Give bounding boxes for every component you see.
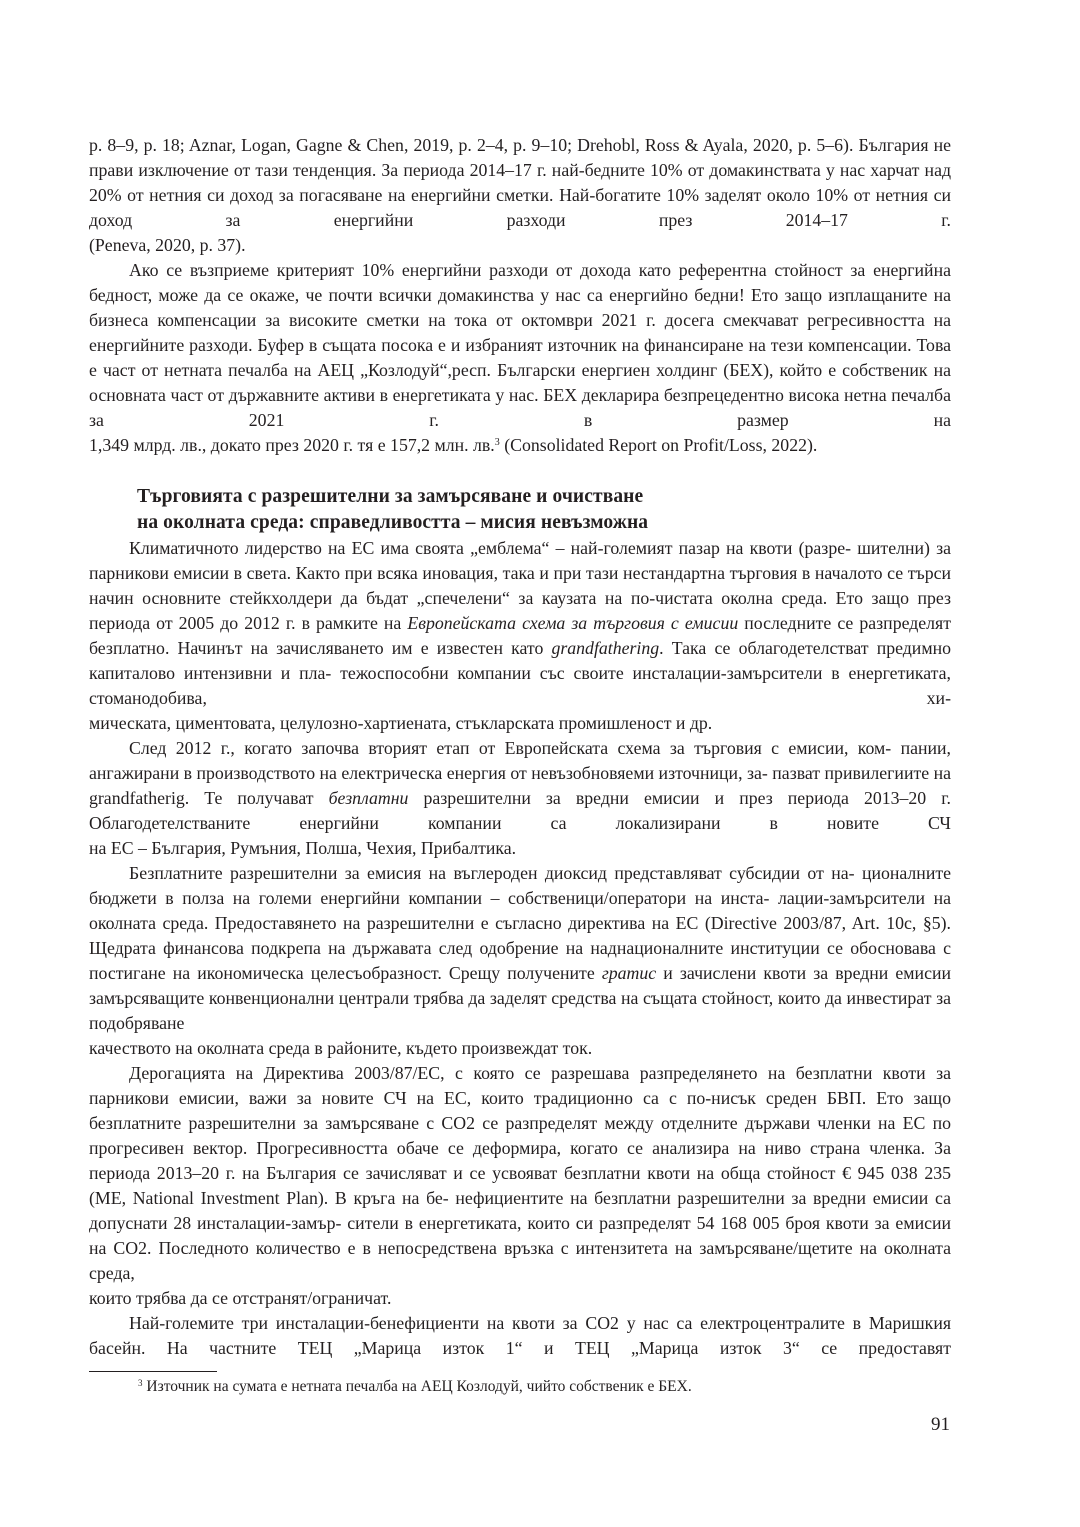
line: централи трябва да заделят средства на същата стойност, които да инвестират за подобряване (89, 988, 952, 1033)
line: които трябва да се отстранят/ограничат. (89, 1288, 392, 1308)
footnote-text: Източник на сумата е нетната печалба на АЕЦ Козлодуй, чийто собственик е БЕХ. (142, 1378, 692, 1395)
line: търговия в началото се търси начин основните стейкхолдери да бъдат „спечелени“ за каузата на (89, 563, 951, 608)
line: последните се разпределят безплатно. Начинът на зачисляването им (89, 613, 952, 658)
footnote-marker: 3 (138, 1378, 143, 1388)
line: сители в енергетиката, които си разпределят 54 168 005 броя квоти за емисии на СО2. Последното (89, 1213, 952, 1258)
line: Маришкия басейн. На частните ТЕЦ „Марица изток 1“ и ТЕЦ „Марица изток 3“ се предоставят (89, 1313, 952, 1358)
line: След 2012 г., когато започва вторият етап от Европейската схема за търговия с емисии, ком- (129, 738, 892, 758)
line: държави членки на ЕС по прогресивен вектор. Прогресивността обаче се деформира, когато се (89, 1113, 952, 1158)
paragraph-second-phase (89, 736, 951, 836)
line: на ЕС – България, Румъния, Полша, Чехия, Прибалтика. (89, 838, 517, 858)
line: ЕС (Directive 2003/87, Art. 10c, §5). Щедрата финансова подкрепа на държавата след одобрение (89, 913, 952, 958)
italic-term: гратис (601, 963, 657, 983)
line: (Consolidated Report on Profit/Loss, 2022). (499, 435, 818, 455)
line: лации-замърсители на околната среда. Предоставянето на разрешителни е съгласно директива на (89, 888, 951, 933)
line: анализира на ниво страна членка. За периода 2013–20 г. на България се зачисляват и се усвояват (89, 1138, 951, 1183)
line: на наднационалните институции се обосновава с постигане на икономическа целесъобразност. (89, 938, 951, 983)
line: на финансиране на тези компенсации. Това е част от нетната печалба на АЕЦ „Козлодуй“,респ. (89, 335, 951, 380)
line: мическата, циментовата, целулозно-хартиената, стъкларската промишленост и др. (89, 713, 713, 733)
italic-term: безплатни (328, 788, 409, 808)
paragraph-emissions-trading-end (89, 711, 951, 736)
line: пазват привилегиите на grandfatherig. Те получават (89, 763, 951, 808)
paragraph-emissions-trading (89, 536, 951, 711)
line: 1,349 млрд. лв., докато през 2020 г. тя е 157,2 млн. лв. (89, 435, 495, 455)
line: Климатичното лидерство на ЕС има своята „емблема“ – най-големият пазар на квоти (разре- (129, 538, 852, 558)
line: по-чистата околна среда. Ето защо през периода от 2005 до 2012 г. в рамките на (89, 588, 951, 633)
heading-line: Търговията с разрешителни за замърсяване и очистване (137, 486, 644, 507)
body-text-top (89, 133, 951, 458)
line: безплатни квоти на обща стойност € 945 038 235 (МЕ, National Investment Plan). В кръга на бе- (89, 1163, 952, 1208)
italic-term: Европейската (407, 613, 517, 633)
line: енергийна бедност, може да се окаже, че почти всички домакинства у нас са енергийно бедни! Ето (89, 260, 951, 305)
paragraph-continued-end (89, 233, 951, 258)
line: разрешителни за вредни емисии и (408, 788, 725, 808)
line: . Така се облагодетелстват предимно капиталово интензивни и пла- (89, 638, 951, 683)
line: p. 8–9, p. 18; Aznar, Logan, Gagne & Chen, 2019, p. 2–4, p. 9–10; Drehobl, Ross & Ayala, 2020, p. (89, 135, 812, 155)
line: Най-големите три инсталации-бенефициенти на квоти за СО2 у нас са електроцентралите в (129, 1313, 862, 1333)
line: БВП. Ето защо безплатните разрешителни за замърсяване с СО2 се разпределят между отделните (89, 1088, 951, 1133)
paragraph-free-permits-end (89, 1036, 951, 1061)
italic-term: схема за търговия с емисии (522, 613, 739, 633)
line: Срещу получените (448, 963, 602, 983)
line: нефициентите на безплатни разрешителни за вредни емисии са допуснати 28 инсталации-замър- (89, 1188, 951, 1233)
footnote-reference: 3 (494, 437, 500, 448)
paragraph-free-permits (89, 861, 951, 1036)
line: през периода 2013–20 г. Облагодетелстваните енергийни компании са локализирани в новите СЧ (89, 788, 951, 833)
line: Дерогацията на Директива 2003/87/ЕС, с която се разрешава разпределянето на безплатни (129, 1063, 873, 1083)
page-number: 91 (931, 1414, 950, 1435)
line: Български енергиен холдинг (БЕХ), който е собственик на основната част от държавните активи (89, 360, 952, 405)
line: смекчават регресивността на енергийните разходи. Буфер в същата посока е и избраният източник (89, 310, 951, 355)
footnote (138, 1377, 938, 1397)
line: тежоспособни компании със своите инсталации-замърсители в енергетиката, стоманодобива, хи- (89, 663, 951, 708)
line: (Peneva, 2020, p. 37). (89, 235, 246, 255)
italic-term: grandfathering (551, 638, 660, 658)
paragraph-energy-poverty (89, 258, 951, 433)
line: пании, ангажирани в производството на електрическа енергия от невъзобновяеми източници, за- (89, 738, 951, 783)
line: е известен като (420, 638, 552, 658)
line: квоти за парникови емисии, важи за новите СЧ на ЕС, които традиционно са с по-нисък среден (89, 1063, 952, 1108)
line: количество е в непосредствена връзка с интензитета на замърсяване/щетите на околната среда, (89, 1238, 951, 1283)
paragraph-continued (89, 133, 951, 233)
line: качеството на околната среда в районите, където произвеждат ток. (89, 1038, 593, 1058)
line: ционалните бюджети в полза на големи енергийни компании – собственици/оператори на инста- (89, 863, 951, 908)
paragraph-derogation-end (89, 1286, 951, 1311)
line: 5–6). България не прави изключение от тази тенденция. За периода 2014–17 г. най-бедните 10% (89, 135, 952, 180)
line: от домакинствата у нас харчат над 20% от нетния си доход за погасяване на енергийни сметки. (89, 160, 952, 205)
footnote-divider (89, 1371, 217, 1372)
paragraph-derogation (89, 1061, 951, 1286)
line: в енергетиката у нас. БЕХ декларира безпрецедентно висока нетна печалба за 2021 г. в размер на (89, 385, 951, 430)
line: Безплатните разрешителни за емисия на въглероден диоксид представляват субсидии от на- (129, 863, 855, 883)
section-heading (89, 484, 951, 536)
line: и зачислени квоти за вредни емисии замърсяващите конвенционални (89, 963, 951, 1008)
paragraph-second-phase-end (89, 836, 951, 861)
paragraph-maritsa-basin (89, 1311, 951, 1361)
line: Ако се възприеме критерият 10% енергийни разходи от дохода като референтна стойност за (129, 260, 866, 280)
heading-line: на околната среда: справедливостта – мисия невъзможна (137, 512, 649, 533)
line: защо изплащаните на бизнеса компенсации за високите сметки на тока от октомври 2021 г. досега (89, 285, 951, 330)
paragraph-energy-poverty-end (89, 433, 951, 458)
section (89, 484, 951, 1361)
line: Най-богатите 10% заделят около 10% от нетния си доход за енергийни разходи през 2014–17 г. (89, 185, 951, 230)
line: шителни) за парникови емисии в света. Както при всяка иновация, така и при тази нестандартна (89, 538, 951, 583)
